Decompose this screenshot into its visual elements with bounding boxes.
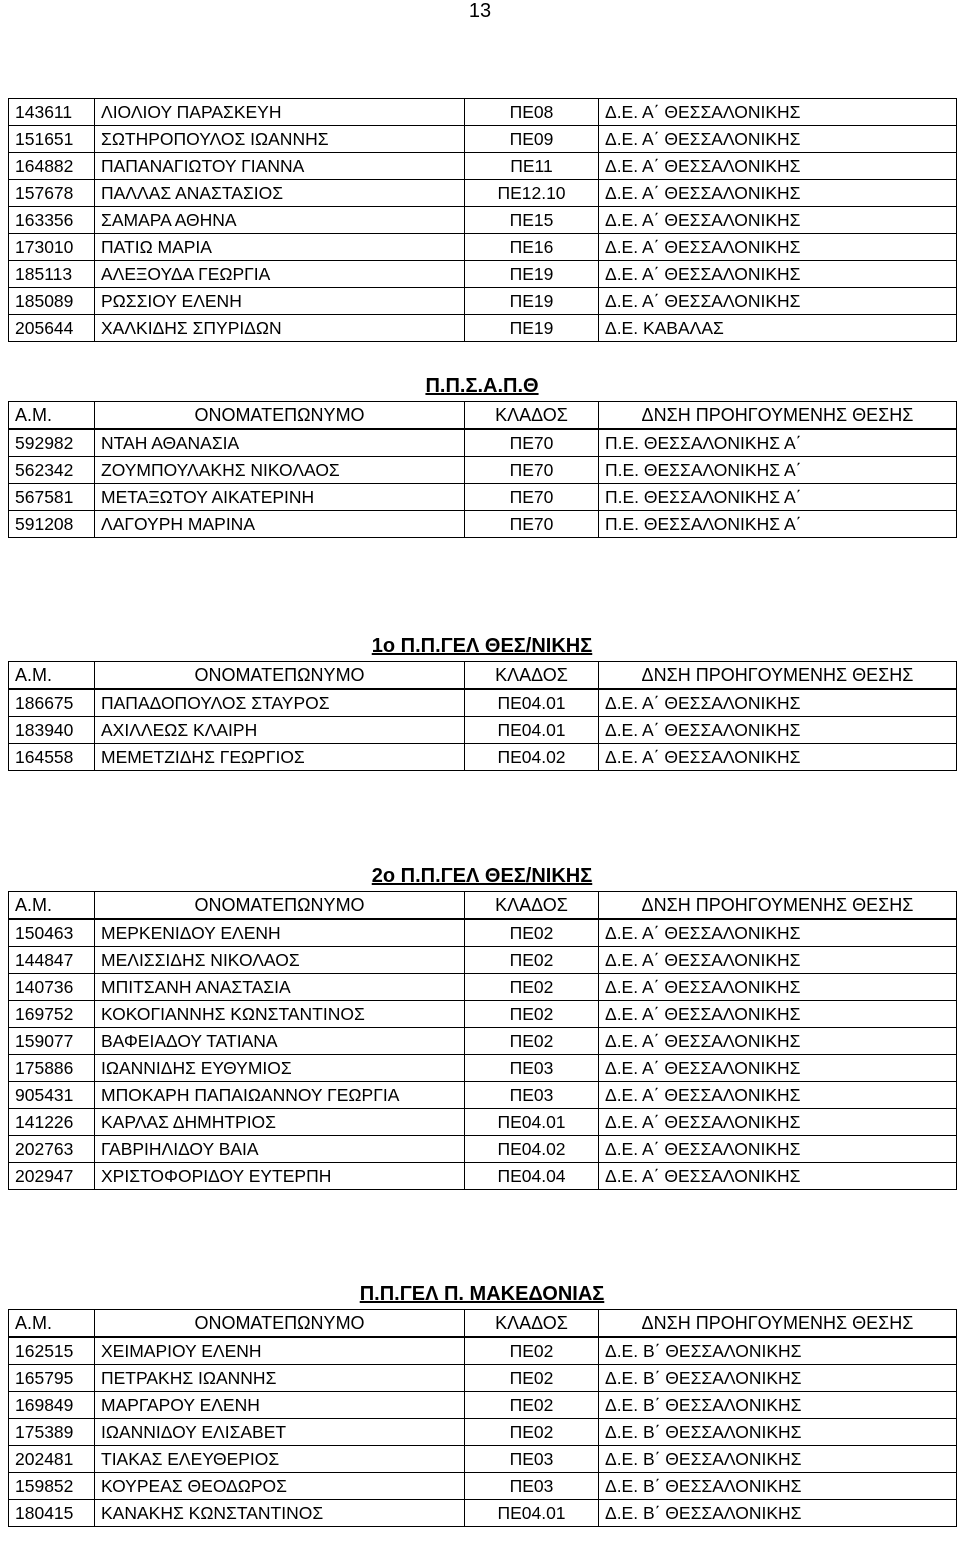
section-1o-ppgel — [8, 632, 956, 771]
cell-am: 159077 — [9, 1028, 95, 1055]
header-previous-post: ΔΝΣΗ ΠΡΟΗΓΟΥΜΕΝΗΣ ΘΕΣΗΣ — [599, 1310, 957, 1338]
cell-name: ΡΩΣΣΙΟΥ ΕΛΕΝΗ — [95, 288, 465, 315]
cell-am: 591208 — [9, 511, 95, 538]
cell-name: ΙΩΑΝΝΙΔΗΣ ΕΥΘΥΜΙΟΣ — [95, 1055, 465, 1082]
cell-am: 164558 — [9, 744, 95, 771]
cell-am: 151651 — [9, 126, 95, 153]
cell-am: 186675 — [9, 689, 95, 717]
cell-am: 162515 — [9, 1337, 95, 1365]
table-row — [9, 126, 957, 153]
table-row — [9, 153, 957, 180]
table-row — [9, 288, 957, 315]
cell-name: ΜΠΙΤΣΑΝΗ ΑΝΑΣΤΑΣΙΑ — [95, 974, 465, 1001]
cell-specialty: ΠΕ15 — [465, 207, 599, 234]
cell-name: ΚΑΡΛΑΣ ΔΗΜΗΤΡΙΟΣ — [95, 1109, 465, 1136]
cell-previous-post: Δ.Ε. Α΄ ΘΕΣΣΑΛΟΝΙΚΗΣ — [599, 1001, 957, 1028]
cell-am: 592982 — [9, 429, 95, 457]
cell-name: ΠΑΛΛΑΣ ΑΝΑΣΤΑΣΙΟΣ — [95, 180, 465, 207]
table-row — [9, 1337, 957, 1365]
cell-specialty: ΠΕ02 — [465, 1365, 599, 1392]
table-row — [9, 919, 957, 947]
cell-previous-post: Δ.Ε. Α΄ ΘΕΣΣΑΛΟΝΙΚΗΣ — [599, 261, 957, 288]
cell-name: ΛΑΓΟΥΡΗ ΜΑΡΙΝΑ — [95, 511, 465, 538]
table-row — [9, 1136, 957, 1163]
table-body — [9, 689, 957, 771]
cell-name: ΜΠΟΚΑΡΗ ΠΑΠΑΙΩΑΝΝΟΥ ΓΕΩΡΓΙΑ — [95, 1082, 465, 1109]
table-row — [9, 1055, 957, 1082]
cell-name: ΖΟΥΜΠΟΥΛΑΚΗΣ ΝΙΚΟΛΑΟΣ — [95, 457, 465, 484]
table-row — [9, 429, 957, 457]
table-row — [9, 99, 957, 126]
cell-previous-post: Δ.Ε. Α΄ ΘΕΣΣΑΛΟΝΙΚΗΣ — [599, 689, 957, 717]
cell-previous-post: Δ.Ε. Β΄ ΘΕΣΣΑΛΟΝΙΚΗΣ — [599, 1337, 957, 1365]
cell-previous-post: Δ.Ε. Α΄ ΘΕΣΣΑΛΟΝΙΚΗΣ — [599, 1055, 957, 1082]
cell-previous-post: Δ.Ε. Α΄ ΘΕΣΣΑΛΟΝΙΚΗΣ — [599, 1082, 957, 1109]
header-specialty: ΚΛΑΔΟΣ — [465, 402, 599, 430]
table-row — [9, 1365, 957, 1392]
cell-name: ΠΑΠΑΝΑΓΙΩΤΟΥ ΓΙΑΝΝΑ — [95, 153, 465, 180]
staff-table — [8, 401, 957, 538]
cell-specialty: ΠΕ02 — [465, 974, 599, 1001]
cell-specialty: ΠΕ02 — [465, 1337, 599, 1365]
cell-previous-post: Δ.Ε. Α΄ ΘΕΣΣΑΛΟΝΙΚΗΣ — [599, 744, 957, 771]
header-name: ΟΝΟΜΑΤΕΠΩΝΥΜΟ — [95, 662, 465, 690]
header-am: Α.Μ. — [9, 662, 95, 690]
cell-name: ΧΕΙΜΑΡΙΟΥ ΕΛΕΝΗ — [95, 1337, 465, 1365]
section-title: 1ο Π.Π.ΓΕΛ ΘΕΣ/ΝΙΚΗΣ — [371, 635, 593, 657]
cell-name: ΒΑΦΕΙΑΔΟΥ ΤΑΤΙΑΝΑ — [95, 1028, 465, 1055]
cell-am: 173010 — [9, 234, 95, 261]
table-header — [9, 1310, 957, 1338]
header-name: ΟΝΟΜΑΤΕΠΩΝΥΜΟ — [95, 402, 465, 430]
cell-specialty: ΠΕ70 — [465, 429, 599, 457]
cell-name: ΣΩΤΗΡΟΠΟΥΛΟΣ ΙΩΑΝΝΗΣ — [95, 126, 465, 153]
cell-name: ΜΑΡΓΑΡΟΥ ΕΛΕΝΗ — [95, 1392, 465, 1419]
table-row — [9, 180, 957, 207]
section-ppgel-p-makedonias — [8, 1280, 956, 1527]
table-row — [9, 457, 957, 484]
table-row — [9, 1028, 957, 1055]
table-header-row — [9, 662, 957, 690]
table-row — [9, 207, 957, 234]
table-row — [9, 1163, 957, 1190]
section-ppsapth — [8, 372, 956, 538]
cell-name: ΜΕΡΚΕΝΙΔΟΥ ΕΛΕΝΗ — [95, 919, 465, 947]
cell-specialty: ΠΕ70 — [465, 484, 599, 511]
table-header-row — [9, 892, 957, 920]
cell-am: 202763 — [9, 1136, 95, 1163]
cell-specialty: ΠΕ04.02 — [465, 1136, 599, 1163]
cell-am: 185113 — [9, 261, 95, 288]
cell-name: ΛΙΟΛΙΟΥ ΠΑΡΑΣΚΕΥΗ — [95, 99, 465, 126]
cell-name: ΝΤΑΗ ΑΘΑΝΑΣΙΑ — [95, 429, 465, 457]
section-title: 2ο Π.Π.ΓΕΛ ΘΕΣ/ΝΙΚΗΣ — [371, 865, 593, 887]
cell-am: 567581 — [9, 484, 95, 511]
cell-am: 202947 — [9, 1163, 95, 1190]
cell-previous-post: Δ.Ε. Α΄ ΘΕΣΣΑΛΟΝΙΚΗΣ — [599, 288, 957, 315]
cell-previous-post: Π.Ε. ΘΕΣΣΑΛΟΝΙΚΗΣ Α΄ — [599, 429, 957, 457]
header-specialty: ΚΛΑΔΟΣ — [465, 662, 599, 690]
table-row — [9, 234, 957, 261]
cell-specialty: ΠΕ11 — [465, 153, 599, 180]
cell-previous-post: Δ.Ε. Α΄ ΘΕΣΣΑΛΟΝΙΚΗΣ — [599, 126, 957, 153]
cell-previous-post: Δ.Ε. Α΄ ΘΕΣΣΑΛΟΝΙΚΗΣ — [599, 919, 957, 947]
cell-name: ΙΩΑΝΝΙΔΟΥ ΕΛΙΣΑΒΕΤ — [95, 1419, 465, 1446]
cell-am: 562342 — [9, 457, 95, 484]
table-row — [9, 717, 957, 744]
cell-name: ΠΕΤΡΑΚΗΣ ΙΩΑΝΝΗΣ — [95, 1365, 465, 1392]
table-row — [9, 1109, 957, 1136]
cell-specialty: ΠΕ02 — [465, 1028, 599, 1055]
cell-name: ΚΟΥΡΕΑΣ ΘΕΟΔΩΡΟΣ — [95, 1473, 465, 1500]
table-row — [9, 484, 957, 511]
cell-name: ΑΧΙΛΛΕΩΣ ΚΛΑΙΡΗ — [95, 717, 465, 744]
cell-specialty: ΠΕ12.10 — [465, 180, 599, 207]
staff-table — [8, 891, 957, 1190]
cell-specialty: ΠΕ04.01 — [465, 689, 599, 717]
cell-specialty: ΠΕ02 — [465, 1419, 599, 1446]
cell-specialty: ΠΕ04.01 — [465, 717, 599, 744]
cell-specialty: ΠΕ03 — [465, 1473, 599, 1500]
section-title: Π.Π.ΓΕΛ Π. ΜΑΚΕΔΟΝΙΑΣ — [359, 1283, 605, 1305]
cell-specialty: ΠΕ03 — [465, 1082, 599, 1109]
cell-specialty: ΠΕ02 — [465, 919, 599, 947]
cell-previous-post: Δ.Ε. Β΄ ΘΕΣΣΑΛΟΝΙΚΗΣ — [599, 1392, 957, 1419]
cell-previous-post: Δ.Ε. Α΄ ΘΕΣΣΑΛΟΝΙΚΗΣ — [599, 234, 957, 261]
cell-previous-post: Π.Ε. ΘΕΣΣΑΛΟΝΙΚΗΣ Α΄ — [599, 511, 957, 538]
cell-am: 163356 — [9, 207, 95, 234]
header-previous-post: ΔΝΣΗ ΠΡΟΗΓΟΥΜΕΝΗΣ ΘΕΣΗΣ — [599, 892, 957, 920]
cell-specialty: ΠΕ02 — [465, 1001, 599, 1028]
section-continued — [8, 98, 956, 342]
table-row — [9, 1500, 957, 1527]
cell-specialty: ΠΕ19 — [465, 288, 599, 315]
cell-previous-post: Δ.Ε. Β΄ ΘΕΣΣΑΛΟΝΙΚΗΣ — [599, 1473, 957, 1500]
cell-previous-post: Δ.Ε. Α΄ ΘΕΣΣΑΛΟΝΙΚΗΣ — [599, 207, 957, 234]
table-row — [9, 1392, 957, 1419]
cell-name: ΑΛΕΞΟΥΔΑ ΓΕΩΡΓΙΑ — [95, 261, 465, 288]
cell-specialty: ΠΕ19 — [465, 261, 599, 288]
cell-name: ΚΟΚΟΓΙΑΝΝΗΣ ΚΩΝΣΤΑΝΤΙΝΟΣ — [95, 1001, 465, 1028]
cell-am: 175886 — [9, 1055, 95, 1082]
cell-am: 202481 — [9, 1446, 95, 1473]
cell-specialty: ΠΕ02 — [465, 947, 599, 974]
table-row — [9, 1082, 957, 1109]
table-row — [9, 1473, 957, 1500]
cell-specialty: ΠΕ16 — [465, 234, 599, 261]
table-header — [9, 662, 957, 690]
table-body — [9, 919, 957, 1190]
page-number: 13 — [468, 0, 492, 22]
cell-name: ΧΡΙΣΤΟΦΟΡΙΔΟΥ ΕΥΤΕΡΠΗ — [95, 1163, 465, 1190]
cell-name: ΣΑΜΑΡΑ ΑΘΗΝΑ — [95, 207, 465, 234]
cell-am: 150463 — [9, 919, 95, 947]
cell-previous-post: Δ.Ε. Α΄ ΘΕΣΣΑΛΟΝΙΚΗΣ — [599, 1163, 957, 1190]
cell-specialty: ΠΕ04.01 — [465, 1500, 599, 1527]
cell-previous-post: Δ.Ε. Α΄ ΘΕΣΣΑΛΟΝΙΚΗΣ — [599, 1028, 957, 1055]
cell-name: ΜΕΜΕΤΖΙΔΗΣ ΓΕΩΡΓΙΟΣ — [95, 744, 465, 771]
header-am: Α.Μ. — [9, 892, 95, 920]
cell-specialty: ΠΕ19 — [465, 315, 599, 342]
table-row — [9, 261, 957, 288]
cell-previous-post: Δ.Ε. Α΄ ΘΕΣΣΑΛΟΝΙΚΗΣ — [599, 974, 957, 1001]
table-row — [9, 511, 957, 538]
table-row — [9, 744, 957, 771]
header-am: Α.Μ. — [9, 1310, 95, 1338]
table-row — [9, 315, 957, 342]
section-2o-ppgel — [8, 862, 956, 1190]
cell-specialty: ΠΕ70 — [465, 457, 599, 484]
staff-table — [8, 661, 957, 771]
cell-am: 140736 — [9, 974, 95, 1001]
cell-previous-post: Δ.Ε. Α΄ ΘΕΣΣΑΛΟΝΙΚΗΣ — [599, 153, 957, 180]
cell-previous-post: Π.Ε. ΘΕΣΣΑΛΟΝΙΚΗΣ Α΄ — [599, 457, 957, 484]
cell-previous-post: Δ.Ε. Α΄ ΘΕΣΣΑΛΟΝΙΚΗΣ — [599, 1136, 957, 1163]
cell-am: 164882 — [9, 153, 95, 180]
cell-specialty: ΠΕ02 — [465, 1392, 599, 1419]
cell-am: 169849 — [9, 1392, 95, 1419]
staff-table — [8, 98, 957, 342]
table-header — [9, 402, 957, 430]
table-row — [9, 689, 957, 717]
cell-am: 905431 — [9, 1082, 95, 1109]
header-specialty: ΚΛΑΔΟΣ — [465, 892, 599, 920]
cell-previous-post: Δ.Ε. Β΄ ΘΕΣΣΑΛΟΝΙΚΗΣ — [599, 1500, 957, 1527]
cell-name: ΚΑΝΑΚΗΣ ΚΩΝΣΤΑΝΤΙΝΟΣ — [95, 1500, 465, 1527]
cell-am: 185089 — [9, 288, 95, 315]
cell-name: ΜΕΛΙΣΣΙΔΗΣ ΝΙΚΟΛΑΟΣ — [95, 947, 465, 974]
header-am: Α.Μ. — [9, 402, 95, 430]
cell-previous-post: Δ.Ε. Β΄ ΘΕΣΣΑΛΟΝΙΚΗΣ — [599, 1446, 957, 1473]
cell-am: 175389 — [9, 1419, 95, 1446]
cell-previous-post: Δ.Ε. Α΄ ΘΕΣΣΑΛΟΝΙΚΗΣ — [599, 1109, 957, 1136]
table-row — [9, 947, 957, 974]
table-body — [9, 429, 957, 538]
cell-previous-post: Δ.Ε. Β΄ ΘΕΣΣΑΛΟΝΙΚΗΣ — [599, 1365, 957, 1392]
cell-specialty: ΠΕ04.01 — [465, 1109, 599, 1136]
cell-previous-post: Δ.Ε. Α΄ ΘΕΣΣΑΛΟΝΙΚΗΣ — [599, 717, 957, 744]
header-name: ΟΝΟΜΑΤΕΠΩΝΥΜΟ — [95, 892, 465, 920]
table-body — [9, 1337, 957, 1527]
cell-name: ΜΕΤΑΞΩΤΟΥ ΑΙΚΑΤΕΡΙΝΗ — [95, 484, 465, 511]
cell-specialty: ΠΕ03 — [465, 1446, 599, 1473]
cell-specialty: ΠΕ04.02 — [465, 744, 599, 771]
cell-previous-post: Δ.Ε. Α΄ ΘΕΣΣΑΛΟΝΙΚΗΣ — [599, 180, 957, 207]
cell-previous-post: Π.Ε. ΘΕΣΣΑΛΟΝΙΚΗΣ Α΄ — [599, 484, 957, 511]
table-header — [9, 892, 957, 920]
table-header-row — [9, 1310, 957, 1338]
section-title: Π.Π.Σ.Α.Π.Θ — [425, 375, 539, 397]
cell-am: 157678 — [9, 180, 95, 207]
header-specialty: ΚΛΑΔΟΣ — [465, 1310, 599, 1338]
cell-am: 143611 — [9, 99, 95, 126]
table-row — [9, 1419, 957, 1446]
cell-name: ΠΑΤΙΩ ΜΑΡΙΑ — [95, 234, 465, 261]
table-row — [9, 1446, 957, 1473]
cell-specialty: ΠΕ09 — [465, 126, 599, 153]
table-row — [9, 974, 957, 1001]
cell-specialty: ΠΕ04.04 — [465, 1163, 599, 1190]
cell-previous-post: Δ.Ε. ΚΑΒΑΛΑΣ — [599, 315, 957, 342]
cell-specialty: ΠΕ08 — [465, 99, 599, 126]
cell-previous-post: Δ.Ε. Α΄ ΘΕΣΣΑΛΟΝΙΚΗΣ — [599, 947, 957, 974]
cell-am: 169752 — [9, 1001, 95, 1028]
cell-specialty: ΠΕ03 — [465, 1055, 599, 1082]
header-name: ΟΝΟΜΑΤΕΠΩΝΥΜΟ — [95, 1310, 465, 1338]
cell-name: ΓΑΒΡΙΗΛΙΔΟΥ ΒΑΙΑ — [95, 1136, 465, 1163]
table-body — [9, 99, 957, 342]
cell-am: 183940 — [9, 717, 95, 744]
cell-am: 205644 — [9, 315, 95, 342]
cell-name: ΧΑΛΚΙΔΗΣ ΣΠΥΡΙΔΩΝ — [95, 315, 465, 342]
cell-am: 180415 — [9, 1500, 95, 1527]
cell-am: 141226 — [9, 1109, 95, 1136]
cell-previous-post: Δ.Ε. Β΄ ΘΕΣΣΑΛΟΝΙΚΗΣ — [599, 1419, 957, 1446]
staff-table — [8, 1309, 957, 1527]
cell-previous-post: Δ.Ε. Α΄ ΘΕΣΣΑΛΟΝΙΚΗΣ — [599, 99, 957, 126]
cell-am: 159852 — [9, 1473, 95, 1500]
cell-am: 144847 — [9, 947, 95, 974]
cell-name: ΠΑΠΑΔΟΠΟΥΛΟΣ ΣΤΑΥΡΟΣ — [95, 689, 465, 717]
table-row — [9, 1001, 957, 1028]
cell-specialty: ΠΕ70 — [465, 511, 599, 538]
header-previous-post: ΔΝΣΗ ΠΡΟΗΓΟΥΜΕΝΗΣ ΘΕΣΗΣ — [599, 402, 957, 430]
cell-am: 165795 — [9, 1365, 95, 1392]
cell-name: ΤΙΑΚΑΣ ΕΛΕΥΘΕΡΙΟΣ — [95, 1446, 465, 1473]
table-header-row — [9, 402, 957, 430]
header-previous-post: ΔΝΣΗ ΠΡΟΗΓΟΥΜΕΝΗΣ ΘΕΣΗΣ — [599, 662, 957, 690]
